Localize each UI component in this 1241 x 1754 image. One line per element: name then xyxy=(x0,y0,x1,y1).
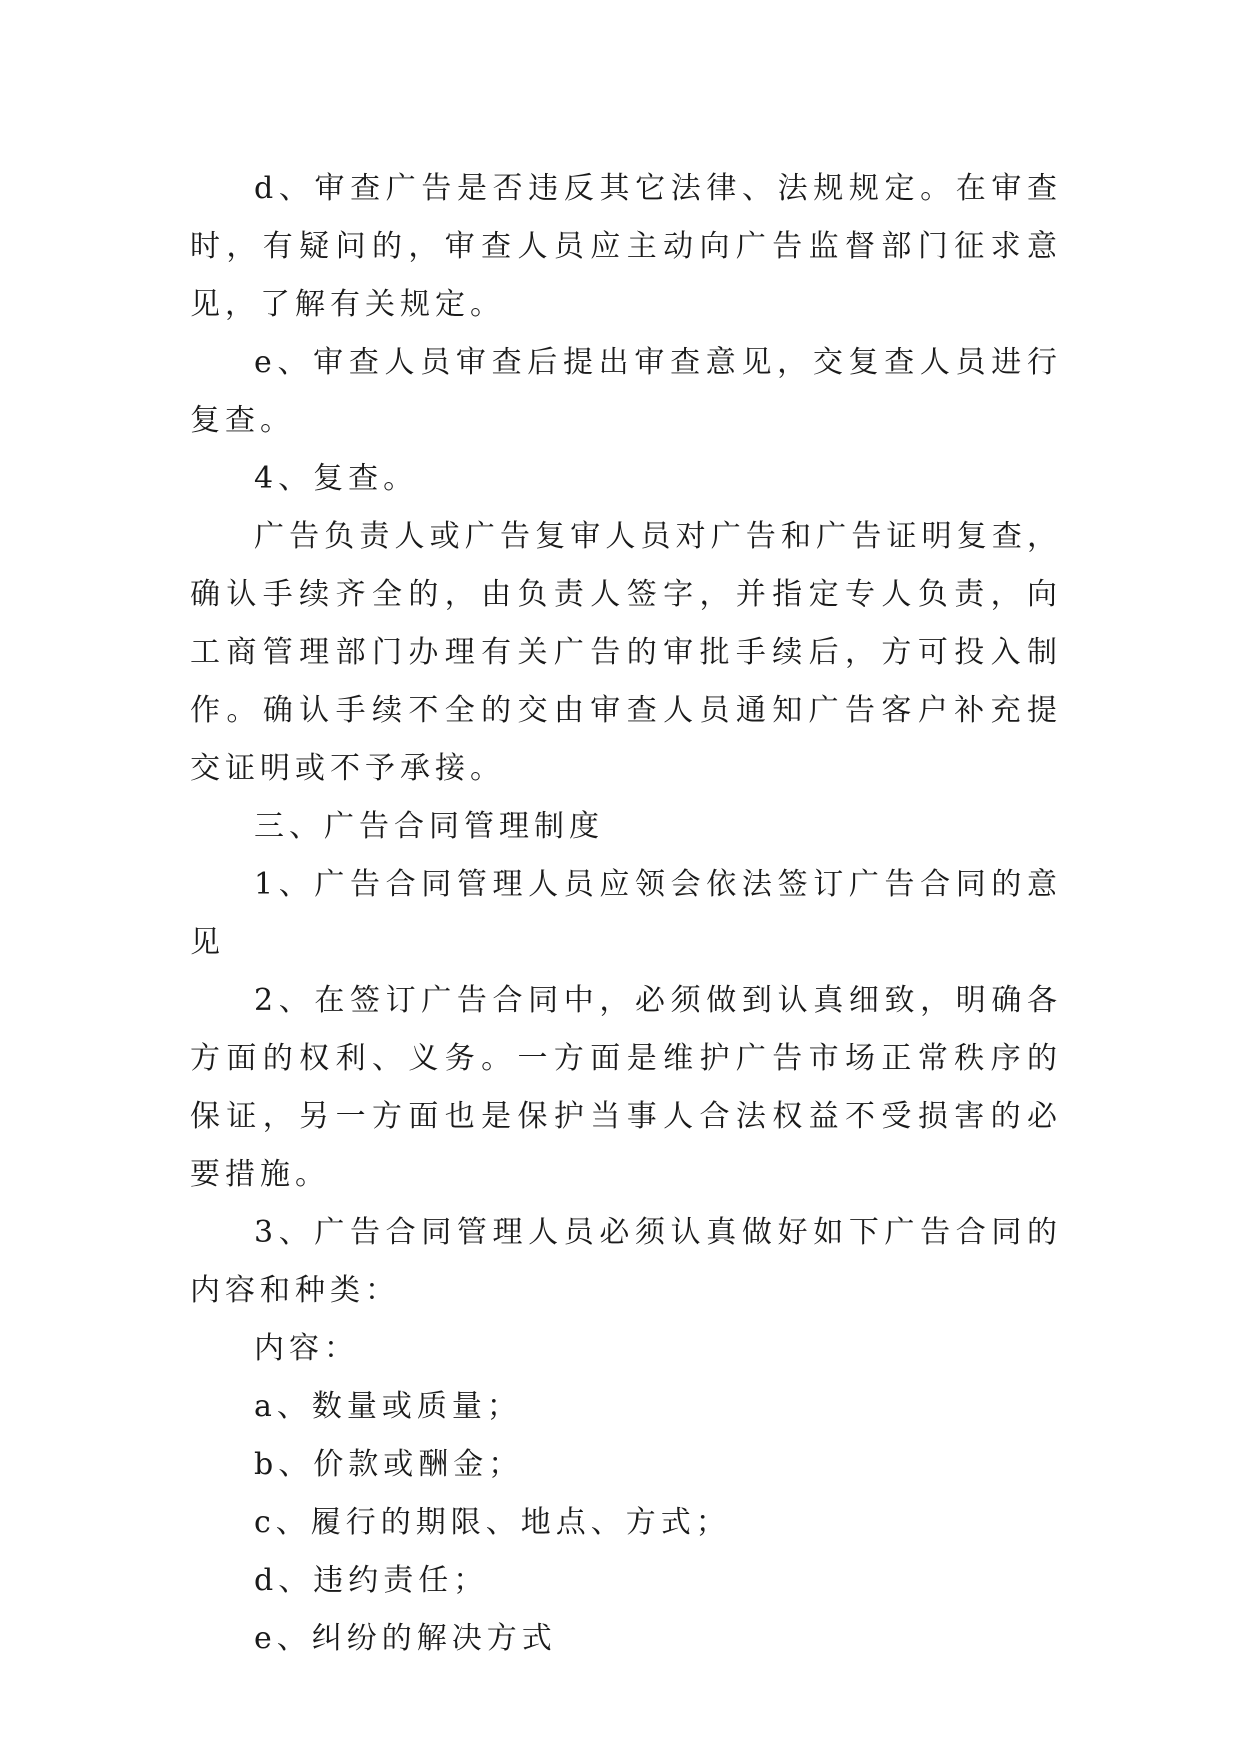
section-heading-contract-management: 三、广告合同管理制度 xyxy=(254,809,604,844)
paragraph-review-opinion: e、审查人员审查后提出审查意见，交复查人员进行复查。 xyxy=(190,345,1062,438)
list-item-d: d、违约责任； xyxy=(254,1563,489,1598)
paragraph-recheck-body: 广告负责人或广告复审人员对广告和广告证明复查，确认手续齐全的，由负责人签字，并指定专人负责，向工商管理部门办理有关广告的审批手续后，方可投入制作。确认手续不全的交由审查人员通知广告客户补充提交证明或不予承接。 xyxy=(190,519,1062,786)
paragraph-item-1: 1、广告合同管理人员应领会依法签订广告合同的意见 xyxy=(190,867,1062,960)
paragraph-review-other-laws: d、审查广告是否违反其它法律、法规规定。在审查时，有疑问的，审查人员应主动向广告监督部门征求意见，了解有关规定。 xyxy=(190,171,1062,322)
paragraph-item-2: 2、在签订广告合同中，必须做到认真细致，明确各方面的权利、义务。一方面是维护广告市场正常秩序的保证，另一方面也是保护当事人合法权益不受损害的必要措施。 xyxy=(190,983,1062,1192)
document-body xyxy=(190,160,1062,1668)
list-item-c: c、履行的期限、地点、方式； xyxy=(254,1505,731,1540)
paragraph-item-3: 3、广告合同管理人员必须认真做好如下广告合同的内容和种类： xyxy=(190,1215,1062,1308)
content-label: 内容： xyxy=(254,1331,359,1366)
paragraph-recheck-heading: 4、复查。 xyxy=(254,461,419,496)
list-item-a: a、数量或质量； xyxy=(254,1389,522,1424)
list-item-e: e、纠纷的解决方式 xyxy=(254,1621,557,1656)
list-item-b: b、价款或酬金； xyxy=(254,1447,524,1482)
